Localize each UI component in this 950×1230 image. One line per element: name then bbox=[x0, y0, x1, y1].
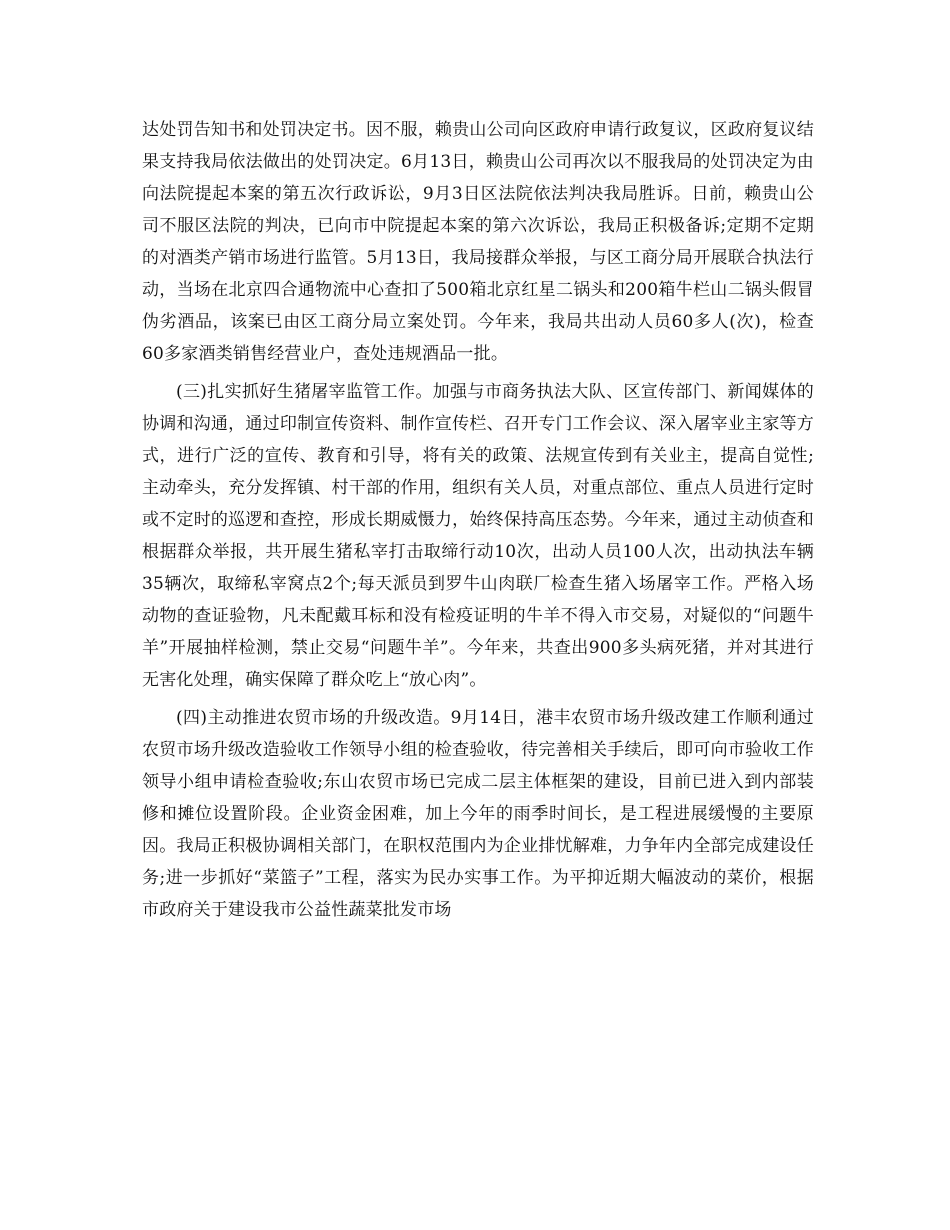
paragraph-section-3: (三)扎实抓好生猪屠宰监管工作。加强与市商务执法大队、区宣传部门、新闻媒体的协调和沟通，通过印制宣传资料、制作宣传栏、召开专门工作会议、深入屠宰业主家等方式，进行广泛的宣传、教育和引导，将有关的政策、法规宣传到有关业主，提高自觉性;主动牵头，充分发挥镇、村干部的作用，组织有关人员，对重点部位、重点人员进行定时或不定时的巡逻和查控，形成长期威慑力，始终保持高压态势。今年来，通过主动侦查和根据群众举报，共开展生猪私宰打击取缔行动10次，出动人员100人次，出动执法车辆35辆次，取缔私宰窝点2个;每天派员到罗牛山肉联厂检查生猪入场屠宰工作。严格入场动物的查证验物，凡未配戴耳标和没有检疫证明的牛羊不得入市交易，对疑似的“问题牛羊”开展抽样检测，禁止交易“问题牛羊”。今年来，共查出900多头病死猪，并对其进行无害化处理，确实保障了群众吃上“放心肉”。 bbox=[142, 382, 815, 690]
paragraph-section-4: (四)主动推进农贸市场的升级改造。9月14日，港丰农贸市场升级改建工作顺利通过农贸市场升级改造验收工作领导小组的检查验收，待完善相关手续后，即可向市验收工作领导小组申请检查验收;东山农贸市场已完成二层主体框架的建设，目前已进入到内部装修和摊位设置阶段。企业资金困难，加上今年的雨季时间长，是工程进展缓慢的主要原因。我局正积极协调相关部门，在职权范围内为企业排忧解难，力争年内全部完成建设任务;进一步抓好“菜篮子”工程，落实为民办实事工作。为平抑近期大幅波动的菜价，根据市政府关于建设我市公益性蔬菜批发市场 bbox=[142, 708, 814, 920]
document-body bbox=[142, 114, 814, 926]
paragraph-continuation: 达处罚告知书和处罚决定书。因不服，赖贵山公司向区政府申请行政复议，区政府复议结果支持我局依法做出的处罚决定。6月13日，赖贵山公司再次以不服我局的处罚决定为由向法院提起本案的第五次行政诉讼，9月3日区法院依法判决我局胜诉。日前，赖贵山公司不服区法院的判决，已向市中院提起本案的第六次诉讼，我局正积极备诉;定期不定期的对酒类产销市场进行监管。5月13日，我局接群众举报，与区工商分局开展联合执法行动，当场在北京四合通物流中心查扣了500箱北京红星二锅头和200箱牛栏山二锅头假冒伪劣酒品，该案已由区工商分局立案处罚。今年来，我局共出动人员60多人(次)，检查60多家酒类销售经营业户，查处违规酒品一批。 bbox=[142, 120, 815, 364]
